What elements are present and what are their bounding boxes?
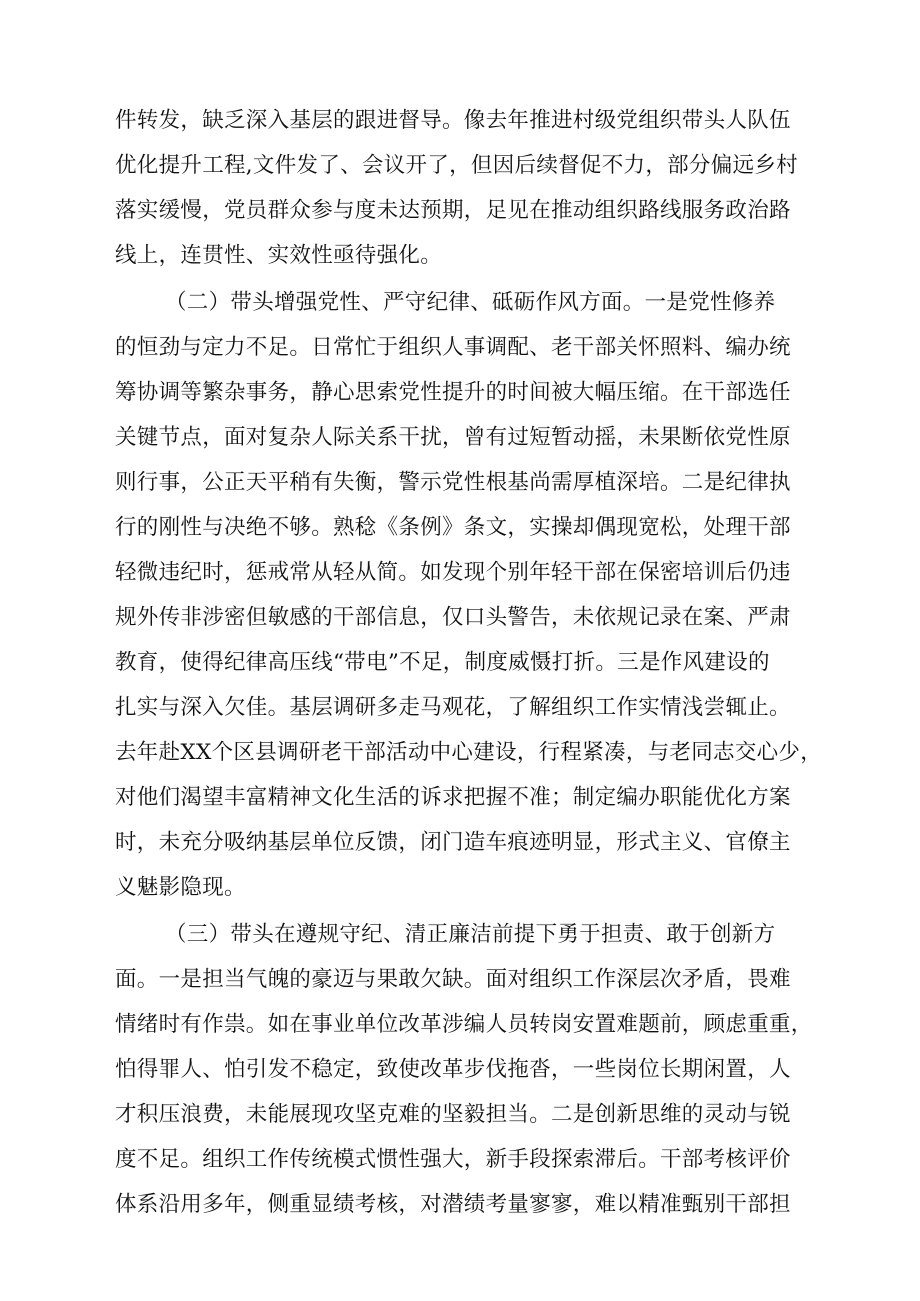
text-line: 时，未充分吸纳基层单位反馈，闭门造车痕迹明显，形式主义、官僚主 xyxy=(115,830,791,855)
text-line: 情绪时有作祟。如在事业单位改革涉编人员转岗安置难题前，顾虑重重， xyxy=(115,1012,813,1037)
text-line: 件转发，缺乏深入基层的跟进督导。像去年推进村级党组织带头人队伍 xyxy=(115,108,791,133)
text-line: 才积压浪费，未能展现攻坚克难的坚毅担当。二是创新思维的灵动与锐 xyxy=(115,1102,791,1127)
text-line: 怕得罪人、怕引发不稳定，致使改革步伐拖沓，一些岗位长期闲置，人 xyxy=(115,1057,791,1082)
section-heading-line: （三）带头在遵规守纪、清正廉洁前提下勇于担责、敢于创新方 xyxy=(165,922,776,947)
text-line: 体系沿用多年，侧重显绩考核，对潜绩考量寥寥，难以精准甄别干部担 xyxy=(115,1192,791,1217)
text-line: 扎实与深入欠佳。基层调研多走马观花，了解组织工作实情浅尝辄止。 xyxy=(115,695,791,720)
text-line: 优化提升工程,文件发了、会议开了，但因后续督促不力，部分偏远乡村 xyxy=(115,153,798,178)
text-line: 线上，连贯性、实效性亟待强化。 xyxy=(115,243,443,268)
text-line: 则行事，公正天平稍有失衡，警示党性根基尚需厚植深培。二是纪律执 xyxy=(115,470,791,495)
text-line: 行的刚性与决绝不够。熟稔《条例》条文，实操却偶现宽松，处理干部 xyxy=(115,515,791,540)
text-line: 教育，使得纪律高压线“带电”不足，制度威慑打折。三是作风建设的 xyxy=(115,650,770,675)
text-line: 对他们渴望丰富精神文化生活的诉求把握不准；制定编办职能优化方案 xyxy=(115,785,791,810)
text-line: 轻微违纪时，惩戒常从轻从简。如发现个别年轻干部在保密培训后仍违 xyxy=(115,560,791,585)
text-line: 去年赴XX个区县调研老干部活动中心建设，行程紧凑，与老同志交心少， xyxy=(115,740,823,765)
text-line: 面。一是担当气魄的豪迈与果敢欠缺。面对组织工作深层次矛盾，畏难 xyxy=(115,967,791,992)
text-line: 规外传非涉密但敏感的干部信息，仅口头警告，未依规记录在案、严肃 xyxy=(115,605,791,630)
text-line: 度不足。组织工作传统模式惯性强大，新手段探索滞后。干部考核评价 xyxy=(115,1147,791,1172)
text-line: 关键节点，面对复杂人际关系干扰，曾有过短暂动摇，未果断依党性原 xyxy=(115,425,791,450)
section-heading-line: （二）带头增强党性、严守纪律、砥砺作风方面。一是党性修养 xyxy=(165,290,776,315)
text-line: 义魅影隐现。 xyxy=(115,875,246,900)
text-line: 的恒劲与定力不足。日常忙于组织人事调配、老干部关怀照料、编办统 xyxy=(115,335,791,360)
text-line: 落实缓慢，党员群众参与度未达预期，足见在推动组织路线服务政治路 xyxy=(115,198,791,223)
text-line: 筹协调等繁杂事务，静心思索党性提升的时间被大幅压缩。在干部选任 xyxy=(115,380,791,405)
